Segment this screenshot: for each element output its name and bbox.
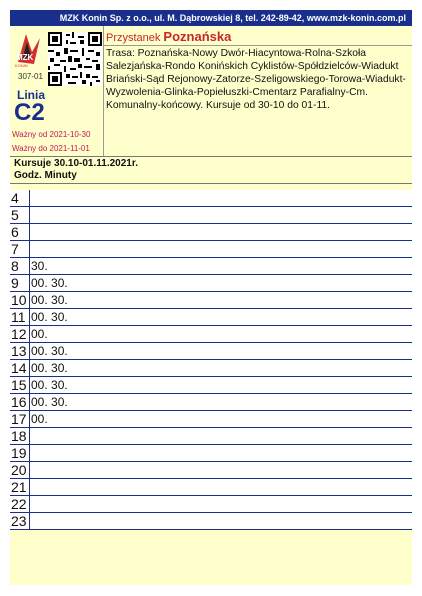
- schedule-row: [10, 326, 412, 343]
- hour-cell: 8: [11, 258, 19, 274]
- cell-divider: [29, 479, 30, 495]
- cell-divider: [29, 394, 30, 410]
- schedule-row: [10, 258, 412, 275]
- valid-from: Ważny od 2021-10-30: [12, 130, 91, 139]
- cell-divider: [29, 224, 30, 240]
- company-header: MZK Konin Sp. z o.o., ul. M. Dąbrowskiej 8, tel. 242-89-42, www.mzk-konin.com.pl: [10, 10, 412, 26]
- mzk-logo-icon: [12, 30, 46, 68]
- schedule-row: [10, 496, 412, 513]
- minutes-cell: 00. 30.: [31, 310, 68, 324]
- schedule-row: [10, 479, 412, 496]
- stop-label: Przystanek: [106, 32, 161, 44]
- hour-cell: 22: [11, 496, 27, 512]
- stop-divider: [103, 45, 412, 46]
- hour-cell: 10: [11, 292, 27, 308]
- hour-cell: 15: [11, 377, 27, 393]
- cell-divider: [29, 326, 30, 342]
- hour-cell: 18: [11, 428, 27, 444]
- schedule-row: [10, 377, 412, 394]
- line-label: Linia: [17, 88, 46, 102]
- minutes-cell: 00. 30.: [31, 395, 68, 409]
- minutes-cell: 00. 30.: [31, 276, 68, 290]
- hour-cell: 14: [11, 360, 27, 376]
- stop-name: Poznańska: [163, 29, 232, 44]
- schedule-row: [10, 309, 412, 326]
- timetable-sheet: [10, 10, 412, 585]
- hour-cell: 23: [11, 513, 27, 529]
- hour-cell: 17: [11, 411, 27, 427]
- hour-cell: 9: [11, 275, 19, 291]
- hour-cell: 4: [11, 190, 19, 206]
- cell-divider: [29, 241, 30, 257]
- section-divider: [10, 156, 412, 157]
- schedule-title: Kursuje 30.10-01.11.2021r.: [14, 158, 138, 169]
- line-number: C2: [14, 99, 45, 126]
- schedule-row: [10, 394, 412, 411]
- hour-cell: 16: [11, 394, 27, 410]
- hour-cell: 20: [11, 462, 27, 478]
- hour-cell: 19: [11, 445, 27, 461]
- cell-divider: [29, 445, 30, 461]
- schedule-row: [10, 292, 412, 309]
- minutes-cell: 00. 30.: [31, 361, 68, 375]
- schedule-row: [10, 445, 412, 462]
- hour-cell: 5: [11, 207, 19, 223]
- cell-divider: [29, 292, 30, 308]
- schedule-columns: Godz. Minuty: [14, 170, 77, 181]
- cell-divider: [29, 190, 30, 206]
- schedule-row: [10, 428, 412, 445]
- schedule-row: [10, 275, 412, 292]
- hour-cell: 12: [11, 326, 27, 342]
- svg-text:KONIN: KONIN: [15, 63, 28, 68]
- minutes-cell: 00. 30.: [31, 344, 68, 358]
- stop-heading: [106, 29, 231, 44]
- schedule-row: [10, 513, 412, 530]
- cell-divider: [29, 513, 30, 529]
- cell-divider: [29, 360, 30, 376]
- schedule-row: [10, 360, 412, 377]
- schedule-row: [10, 224, 412, 241]
- hour-cell: 7: [11, 241, 19, 257]
- minutes-cell: 00. 30.: [31, 293, 68, 307]
- minutes-cell: 00. 30.: [31, 378, 68, 392]
- schedule-row: [10, 241, 412, 258]
- minutes-cell: 00.: [31, 327, 48, 341]
- cell-divider: [29, 343, 30, 359]
- hour-cell: 13: [11, 343, 27, 359]
- cell-divider: [29, 428, 30, 444]
- schedule-row: [10, 411, 412, 428]
- cell-divider: [29, 411, 30, 427]
- cell-divider: [29, 462, 30, 478]
- minutes-cell: 00.: [31, 412, 48, 426]
- cell-divider: [29, 275, 30, 291]
- hour-cell: 11: [11, 309, 26, 325]
- schedule-row: [10, 462, 412, 479]
- valid-to: Ważny do 2021-11-01: [12, 144, 90, 153]
- cell-divider: [29, 309, 30, 325]
- minutes-cell: 30.: [31, 259, 48, 273]
- cell-divider: [29, 207, 30, 223]
- route-description: Trasa: Poznańska-Nowy Dwór-Hiacyntowa-Rolna-Szkoła Salezjańska-Rondo Konińskich Cyklistów-Spółdzielców-Wiadukt Briański-Sąd Rejonowy-Zatorze-Szeligowskiego-Torowa-Wiadukt-Wyzwolenia-Glinka-Popiełuszki-Cmentarz Parafialny-Cm. Komunalny-końcowy. Kursuje od 30-10 do 01-11.: [106, 48, 406, 111]
- stop-ref-code: 307-01: [18, 72, 43, 81]
- section-divider: [10, 183, 412, 184]
- cell-divider: [29, 496, 30, 512]
- schedule-row: [10, 343, 412, 360]
- cell-divider: [29, 258, 30, 274]
- schedule-row: [10, 190, 412, 207]
- hour-cell: 21: [11, 479, 27, 495]
- schedule-row: [10, 207, 412, 224]
- cell-divider: [29, 377, 30, 393]
- logo-text: MZK: [16, 53, 34, 62]
- qr-code-icon[interactable]: [48, 32, 102, 86]
- hour-cell: 6: [11, 224, 19, 240]
